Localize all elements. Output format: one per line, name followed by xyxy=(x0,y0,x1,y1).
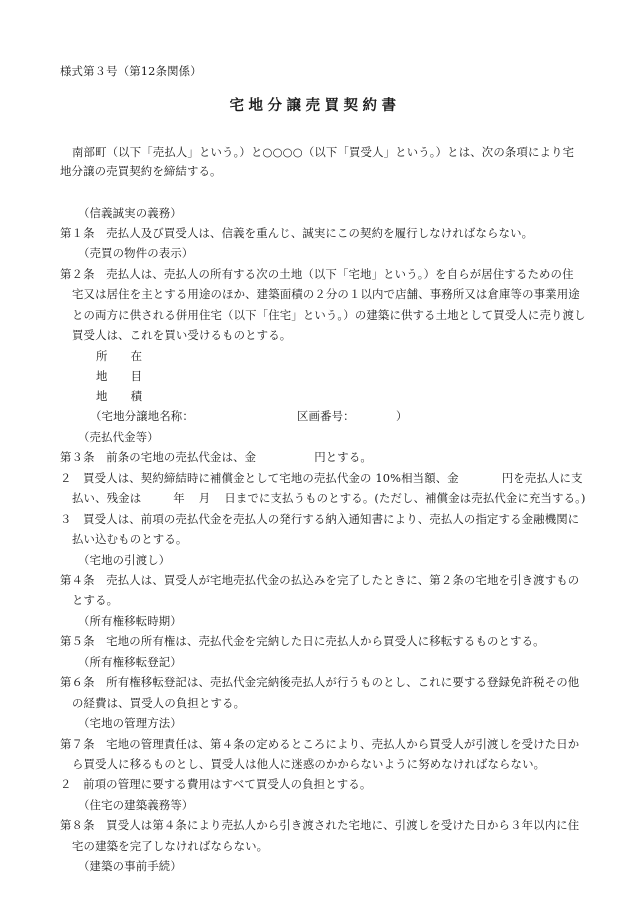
property-location-label: 所 在 xyxy=(96,349,143,363)
deposit-text: ２ 買受人は、契約締結時に補償金として宅地の売払代金の 10%相当額、金 xyxy=(60,471,459,485)
article-2-line-2: 宅又は居住を主とする用途のほか、建築面積の２分の１以内で店舗、事務所又は倉庫等の事業用途 xyxy=(72,287,580,301)
article-7-p2: ２ 前項の管理に要する費用はすべて買受人の負担とする。 xyxy=(60,777,372,791)
article-6-heading: （所有権移転登記） xyxy=(78,655,182,669)
deposit-yen: 円を売払人に支 xyxy=(501,471,583,485)
article-3-p3-line-1: ３ 買受人は、前項の売払代金を売払人の発行する納入通知書により、売払人の指定する金融機関に xyxy=(60,512,580,526)
article-8-heading: （住宅の建築義務等） xyxy=(78,798,194,812)
property-category-label: 地 目 xyxy=(96,369,143,383)
article-7-heading: （宅地の管理方法） xyxy=(78,716,182,730)
article-5-heading: （所有権移転時期） xyxy=(78,614,182,628)
document-title: 宅地分譲売買契約書 xyxy=(229,97,401,114)
article-4-heading: （宅地の引渡し） xyxy=(78,553,171,567)
article-3-p2-line-2 xyxy=(72,490,586,506)
article-6-line-2: の経費は、買受人の負担とする。 xyxy=(72,696,246,710)
balance-month: 月 xyxy=(198,491,211,505)
sale-price-yen: 円とする。 xyxy=(314,450,372,464)
property-area-label: 地 積 xyxy=(96,389,143,403)
lot-close-paren: ） xyxy=(396,409,408,423)
article-7-line-1: 第７条 宅地の管理責任は、第４条の定めるところにより、売払人から買受人が引渡しを受けた日か xyxy=(60,737,580,751)
article-7-line-2: ら買受人に移るものとし、買受人は他人に迷惑のかからないように努めなければならない。 xyxy=(72,757,546,771)
article-8-line-2: 宅の建築を完了しなければならない。 xyxy=(72,839,269,853)
balance-day-text: 日までに支払うものとする。(ただし、補償金は売払代金に充当する。) xyxy=(224,491,586,505)
article-2-heading: （売買の物件の表示） xyxy=(78,246,194,260)
article-6-line-1: 第６条 所有権移転登記は、売払代金完納後売払人が行うものとし、これに要する登録免許税その他 xyxy=(60,675,580,689)
article-5-line-1: 第５条 宅地の所有権は、売払代金を完納した日に売払人から買受人に移転するものとする。 xyxy=(60,634,545,648)
article-3-p2-line-1 xyxy=(60,470,583,486)
article-3-line-1 xyxy=(60,449,372,465)
article-2-line-4: 買受人は、これを買い受けるものとする。 xyxy=(72,328,292,342)
sale-price-text: 第３条 前条の宅地の売払代金は、金 xyxy=(60,450,257,464)
form-label: 様式第３号（第12条関係） xyxy=(60,64,202,78)
article-2-line-3: との両方に供される併用住宅（以下「住宅」という。）の建築に供する土地として買受人に売り渡し xyxy=(72,308,586,322)
article-1-heading: （信義誠実の義務） xyxy=(78,206,182,220)
article-4-line-1: 第４条 売払人は、買受人が宅地売払代金の払込みを完了したときに、第２条の宅地を引き渡すもの xyxy=(60,573,580,587)
preamble-line-1: 南部町（以下「売払人」という。）と○○○○（以下「買受人」という。）とは、次の条項により宅 xyxy=(72,145,575,159)
article-1-line-1: 第１条 売払人及び買受人は、信義を重んじ、誠実にこの契約を履行しなければならない。 xyxy=(60,226,534,240)
balance-text: 払い、残金は xyxy=(72,491,142,505)
article-4-line-2: とする。 xyxy=(72,593,119,607)
article-3-heading: （売払代金等） xyxy=(78,430,159,444)
article-2-line-1: 第２条 売払人は、売払人の所有する次の土地（以下「宅地」という。）を自らが居住するための住 xyxy=(60,267,574,281)
balance-year: 年 xyxy=(173,491,185,505)
lot-number-label: 区画番号： xyxy=(297,409,355,423)
article-8-line-1: 第８条 買受人は第４条により売払人から引き渡された宅地に、引渡しを受けた日から３年以内に住 xyxy=(60,818,580,832)
article-3-p3-line-2: 払い込むものとする。 xyxy=(72,532,188,546)
subdivision-name-label: （宅地分譲地名称： xyxy=(90,409,194,423)
article-9-heading: （建築の事前手続） xyxy=(78,859,182,873)
preamble-line-2: 地分譲の売買契約を締結する。 xyxy=(60,164,222,178)
